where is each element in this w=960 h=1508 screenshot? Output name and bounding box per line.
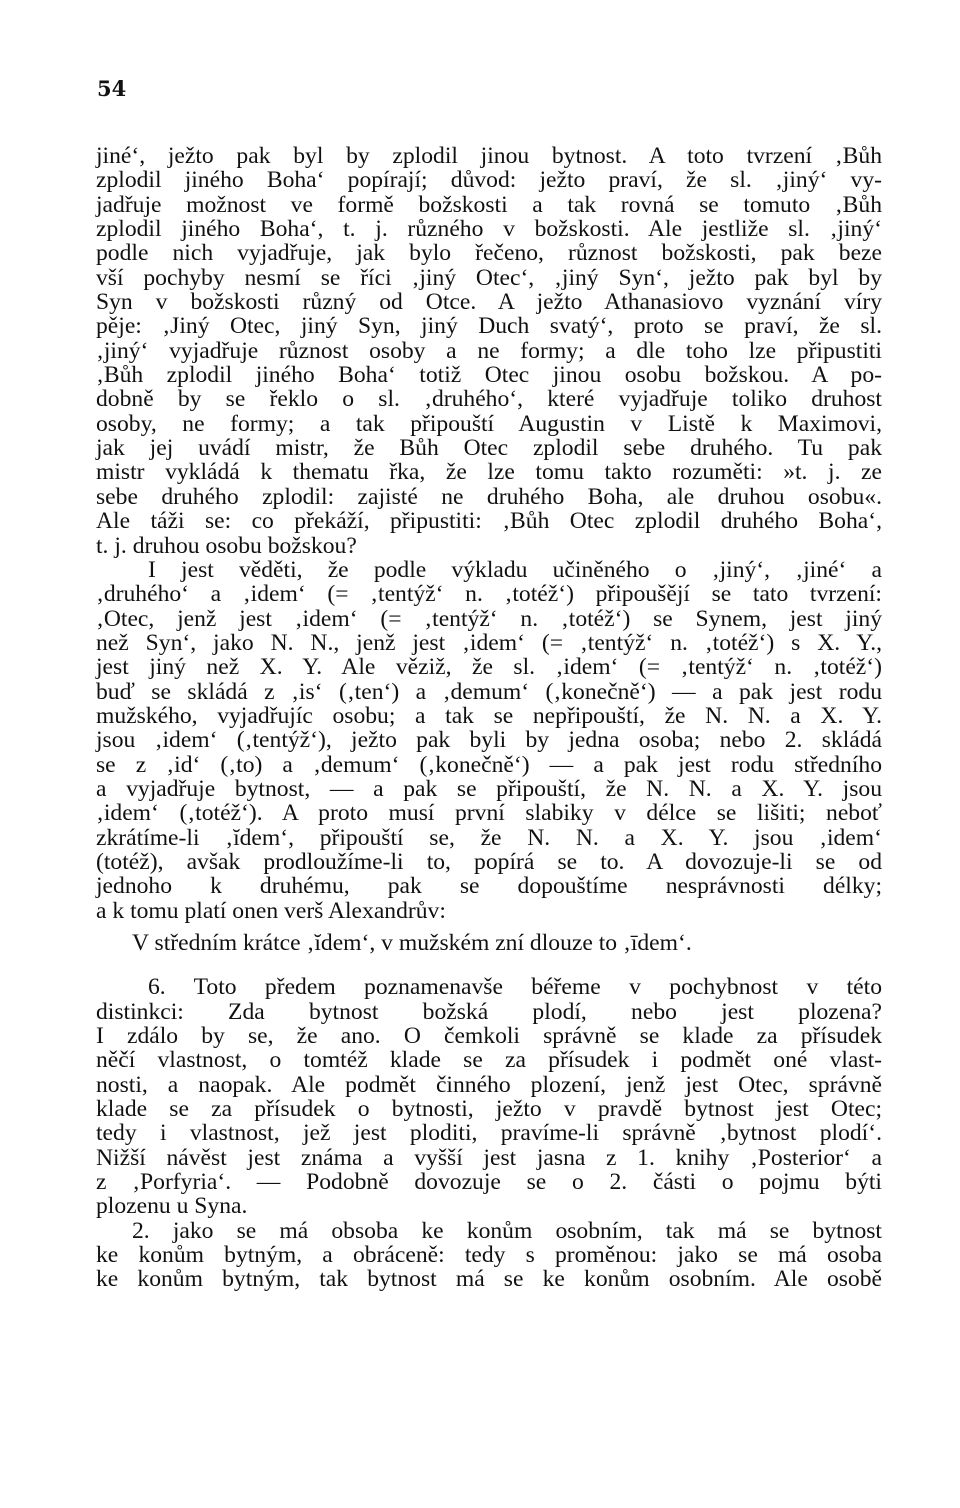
text-line: podle nich vyjadřuje, jak bylo řečeno, různost božskosti, pak beze: [96, 240, 882, 267]
text-line: 6. Toto předem poznamenavše béřeme v pochybnost v této: [148, 974, 882, 1001]
text-line: klade se za přísudek o bytnosti, ježto v pravdě bytnost jest Otec;: [96, 1096, 882, 1123]
text-line: mužského, vyjadřujíc osobu; a tak se nepřipouští, že N. N. a X. Y.: [96, 702, 882, 729]
text-line: jak jej uvádí mistr, že Bůh Otec zplodil sebe druhého. Tu pak: [96, 435, 882, 462]
text-line: a k tomu platí onen verš Alexandrův:: [96, 897, 446, 924]
text-line: t. j. druhou osobu božskou?: [96, 532, 357, 559]
text-line: ‚Bůh zplodil jiného Boha‘ totiž Otec jinou osobu božskou. A po-: [96, 362, 882, 389]
text-line: buď se skládá z ‚is‘ (‚ten‘) a ‚demum‘ (‚konečně‘) — a pak jest rodu: [96, 678, 882, 705]
text-line: ‚idem‘ (‚totéž‘). A proto musí první slabiky v délce se lišiti; neboť: [96, 800, 882, 827]
text-line: z ‚Porfyria‘. — Podobně dovozuje se o 2. části o pojmu býti: [96, 1169, 882, 1196]
text-line: vší pochyby nesmí se říci ‚jiný Otec‘, ‚jiný Syn‘, ježto pak byl by: [96, 264, 882, 291]
text-line: zplodil jiného Boha‘, t. j. různého v božskosti. Ale jestliže sl. ‚jiný‘: [96, 216, 882, 243]
text-line: I jest věděti, že podle výkladu učiněného o ‚jiný‘, ‚jiné‘ a: [148, 556, 882, 583]
body-text: [96, 144, 882, 1292]
text-line: dobně by se řeklo o sl. ‚druhého‘, které vyjadřuje toliko druhost: [96, 386, 882, 413]
text-line: ‚jiný‘ vyjadřuje různost osoby a ne formy; a dle toho lze připustiti: [96, 337, 882, 364]
text-line: tedy i vlastnost, jež jest ploditi, pravíme-li správně ‚bytnost plodí‘.: [96, 1120, 882, 1147]
text-line: distinkci: Zda bytnost božská plodí, nebo jest plozena?: [96, 998, 882, 1025]
text-line: ‚Otec, jenž jest ‚idem‘ (= ‚tentýž‘ n. ‚totéž‘) se Synem, jest jiný: [96, 605, 882, 632]
text-line: (totéž), avšak prodloužíme-li to, popírá se to. A dovozuje-li se od: [96, 848, 882, 875]
text-line: jednoho k druhému, pak se dopouštíme nesprávnosti délky;: [96, 873, 882, 900]
text-line: ‚druhého‘ a ‚idem‘ (= ‚tentýž‘ n. ‚totéž‘) připoušějí se tato tvrzení:: [96, 581, 882, 608]
text-line: něčí vlastnost, o tomtéž klade se za přísudek i podmět oné vlast-: [96, 1047, 882, 1074]
text-line: ke konům bytným, a obráceně: tedy s proměnou: jako se má osoba: [96, 1242, 882, 1269]
text-line: osoby, ne formy; a tak připouští Augustin v Listě k Maximovi,: [96, 410, 882, 437]
text-line: jsou ‚idem‘ (‚tentýž‘), ježto pak byli by jedna osoba; nebo 2. skládá: [96, 727, 882, 754]
text-line: 2. jako se má obsoba ke konům osobním, tak má se bytnost: [132, 1217, 882, 1244]
text-line: a vyjadřuje bytnost, — a pak se připouští, že N. N. a X. Y. jsou: [96, 775, 882, 802]
text-line: Nižší návěst jest známa a vyšší jest jasna z 1. knihy ‚Posterior‘ a: [96, 1144, 882, 1171]
text-line: mistr vykládá k thematu řka, že lze tomu takto rozuměti: »t. j. ze: [96, 459, 882, 486]
text-line: jiné‘, ježto pak byl by zplodil jinou bytnost. A toto tvrzení ‚Bůh: [96, 143, 882, 169]
text-line: nosti, a naopak. Ale podmět činného plození, jenž jest Otec, správně: [96, 1071, 882, 1098]
verse-line: V středním krátce ‚ĭdem‘, v mužském zní dlouze to ‚īdem‘.: [132, 930, 692, 956]
text-line: Syn v božskosti různý od Otce. A ježto Athanasiovo vyznání víry: [96, 289, 882, 316]
text-line: pěje: ‚Jiný Otec, jiný Syn, jiný Duch svatý‘, proto se praví, že sl.: [96, 313, 882, 340]
text-line: Ale táži se: co překáží, připustiti: ‚Bůh Otec zplodil druhého Boha‘,: [96, 508, 882, 535]
text-line: jest jiný než X. Y. Ale věziž, že sl. ‚idem‘ (= ‚tentýž‘ n. ‚totéž‘): [96, 654, 882, 681]
text-line: ke konům bytným, tak bytnost má se ke konům osobním. Ale osobě: [96, 1266, 882, 1293]
text-line: se z ‚id‘ (‚to) a ‚demum‘ (‚konečně‘) — a pak jest rodu středního: [96, 751, 882, 778]
text-line: zkrátíme-li ‚ĭdem‘, připouští se, že N. N. a X. Y. jsou ‚idem‘: [96, 824, 882, 851]
text-line: zplodil jiného Boha‘ popírají; důvod: ježto praví, že sl. ‚jiný‘ vy-: [96, 167, 882, 194]
text-line: sebe druhého zplodil: zajisté ne druhého Boha, ale druhou osobu«.: [96, 483, 882, 510]
text-line: plozenu u Syna.: [96, 1193, 248, 1220]
page-number: 54: [97, 76, 127, 101]
text-line: jadřuje možnost ve formě božskosti a tak rovná se tomuto ‚Bůh: [96, 191, 882, 218]
text-line: než Syn‘, jako N. N., jenž jest ‚idem‘ (= ‚tentýž‘ n. ‚totéž‘) s X. Y.,: [96, 629, 882, 656]
text-line: I zdálo by se, že ano. O čemkoli správně se klade za přísudek: [96, 1023, 882, 1050]
